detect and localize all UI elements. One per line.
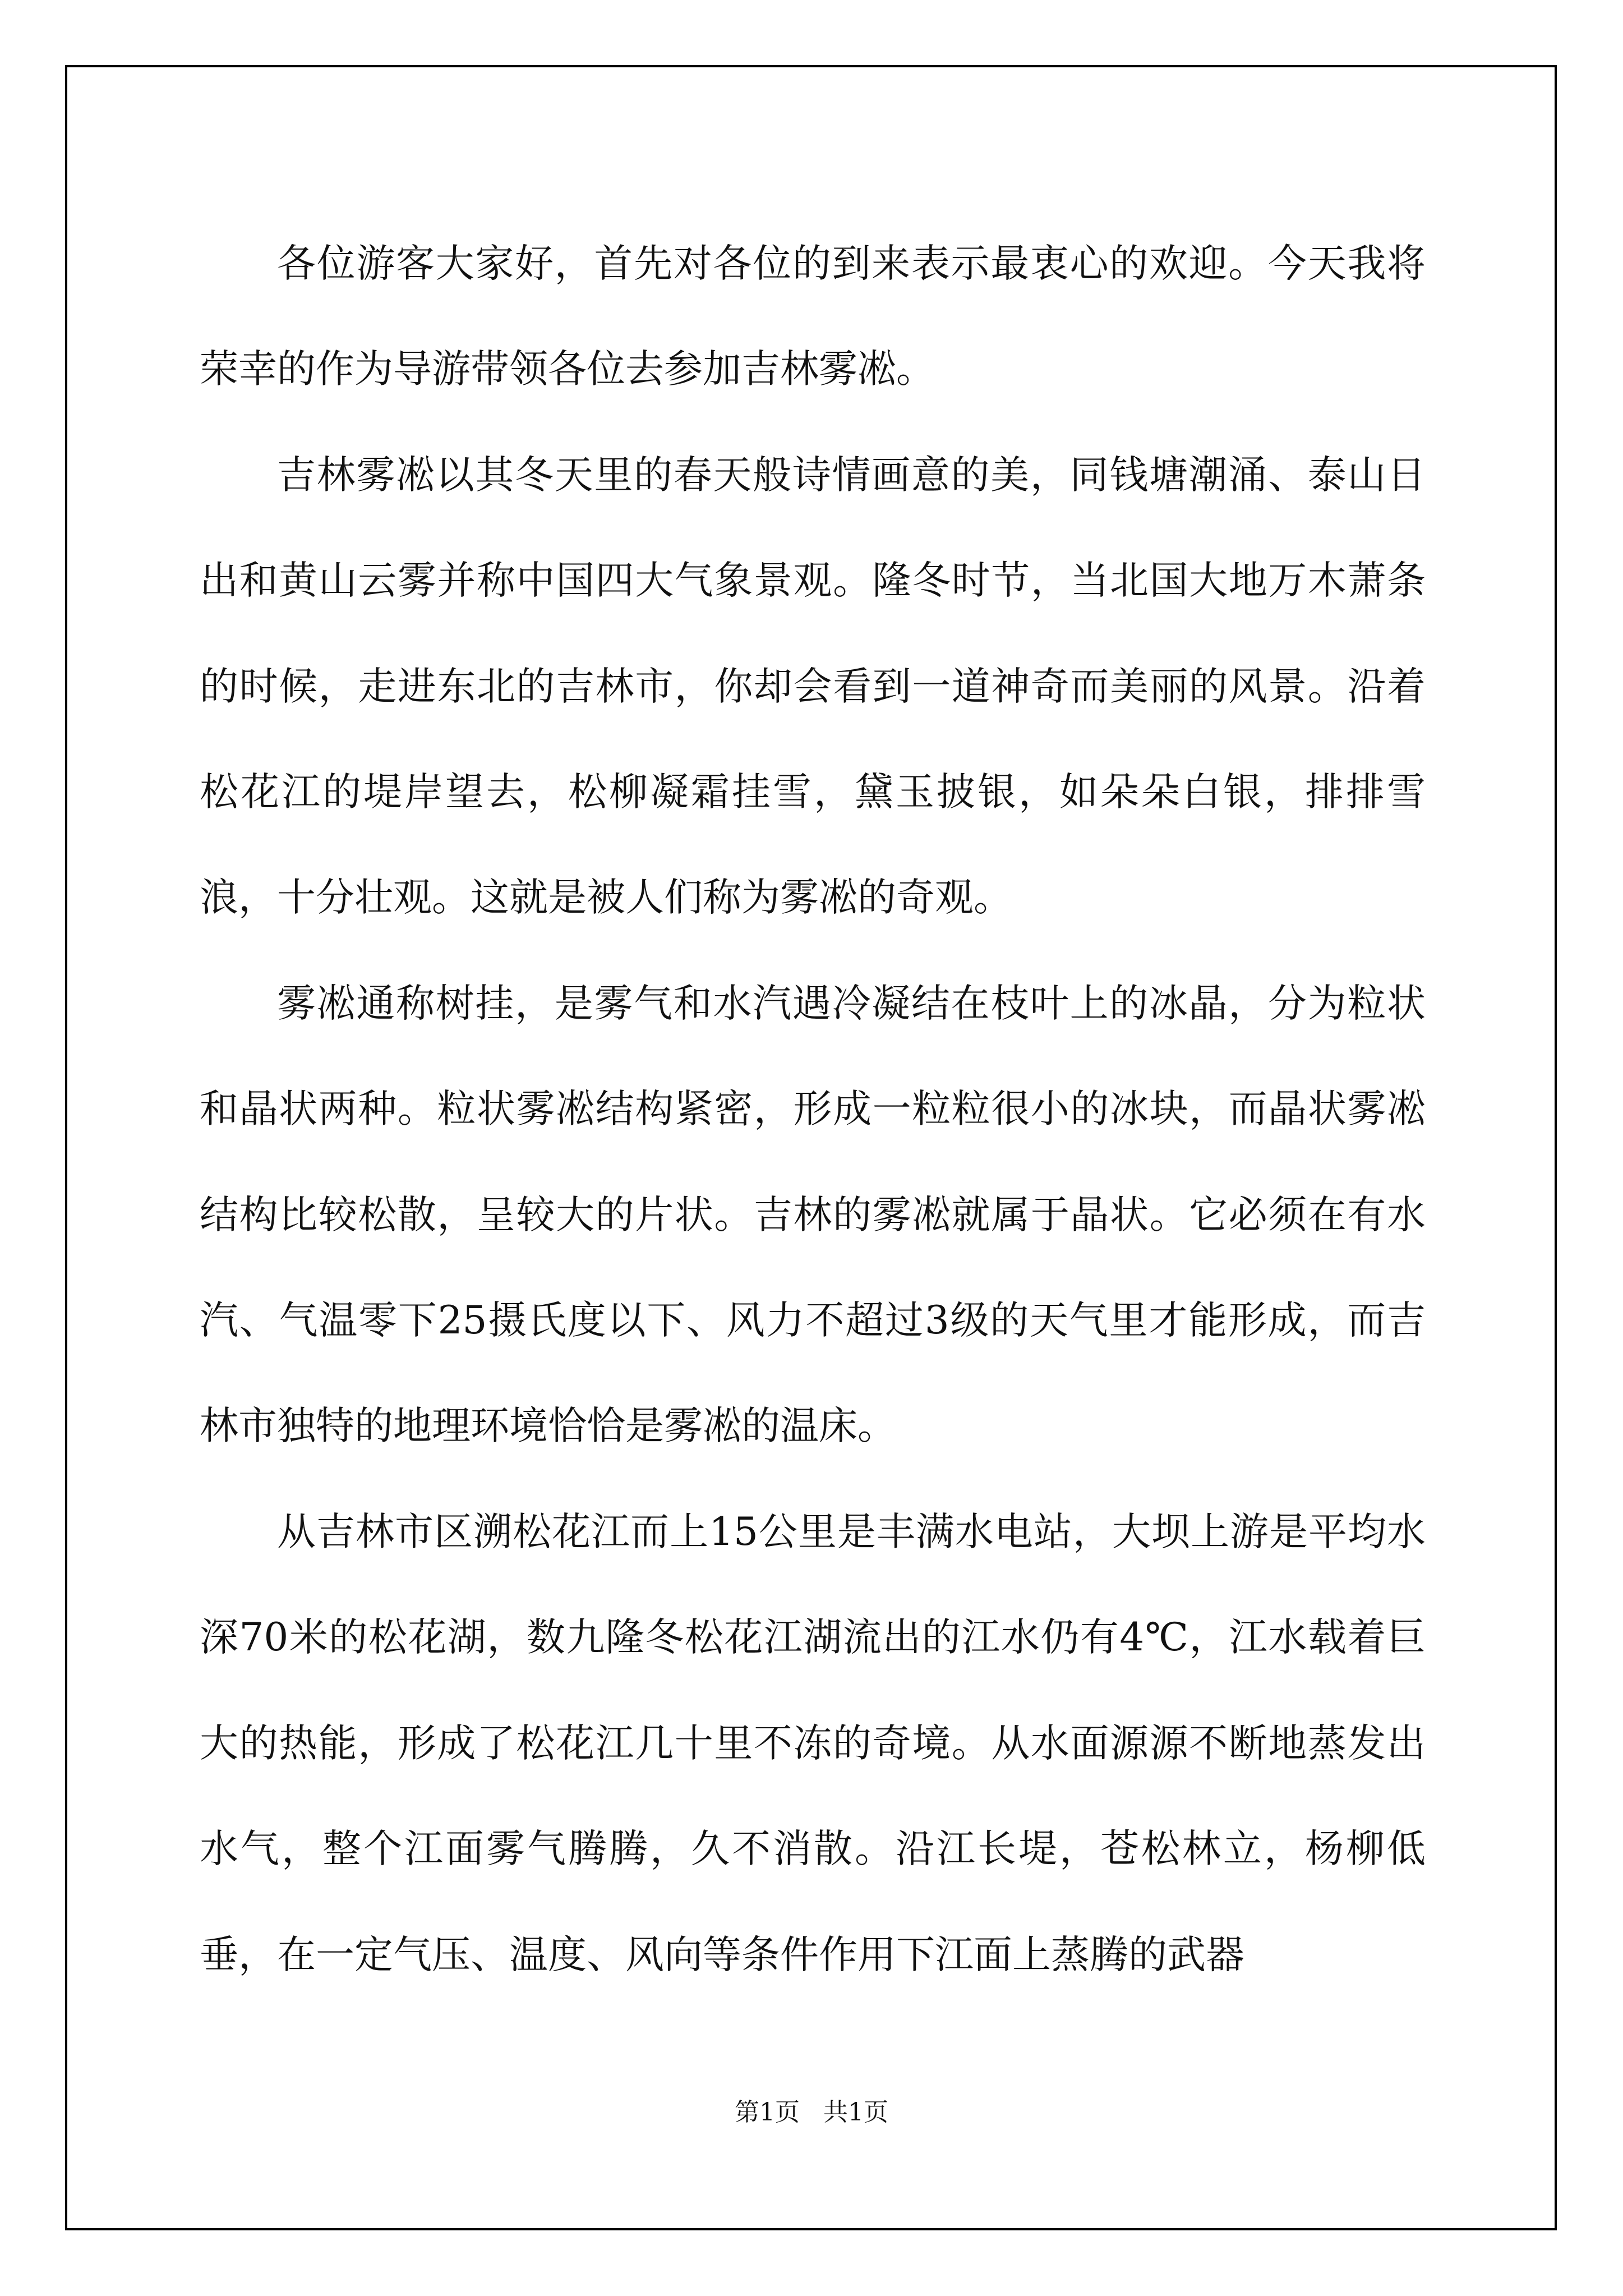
page-footer: 第1页 共1页 [735,2098,888,2127]
paragraph-2: 吉林雾凇以其冬天里的春天般诗情画意的美，同钱塘潮涌、泰山日出和黄山云雾并称中国四大气象景观。隆冬时节，当北国大地万木萧条的时候，走进东北的吉林市，你却会看到一道神奇而美丽的风景。沿着松花江的堤岸望去，松柳凝霜挂雪，黛玉披银，如朵朵白银，排排雪浪，十分壮观。这就是被人们称为雾凇的奇观。 [200,452,1426,921]
paragraph-1: 各位游客大家好，首先对各位的到来表示最衷心的欢迎。今天我将荣幸的作为导游带领各位去参加吉林雾凇。 [200,241,1426,392]
paragraph-4: 从吉林市区溯松花江而上15公里是丰满水电站，大坝上游是平均水深70米的松花湖，数九隆冬松花江湖流出的江水仍有4℃，江水载着巨大的热能，形成了松花江几十里不冻的奇境。从水面源源不断地蒸发出水气，整个江面雾气腾腾，久不消散。沿江长堤，苍松林立，杨柳低垂，在一定气压、温度、风向等条件作用下江面上蒸腾的武器 [200,1509,1426,1977]
document-body [200,211,1426,2008]
paragraph-3: 雾凇通称树挂，是雾气和水汽遇冷凝结在枝叶上的冰晶，分为粒状和晶状两种。粒状雾凇结构紧密，形成一粒粒很小的冰块，而晶状雾凇结构比较松散，呈较大的片状。吉林的雾凇就属于晶状。它必须在有水汽、气温零下25摄氏度以下、风力不超过3级的天气里才能形成，而吉林市独特的地理环境恰恰是雾凇的温床。 [200,981,1426,1449]
